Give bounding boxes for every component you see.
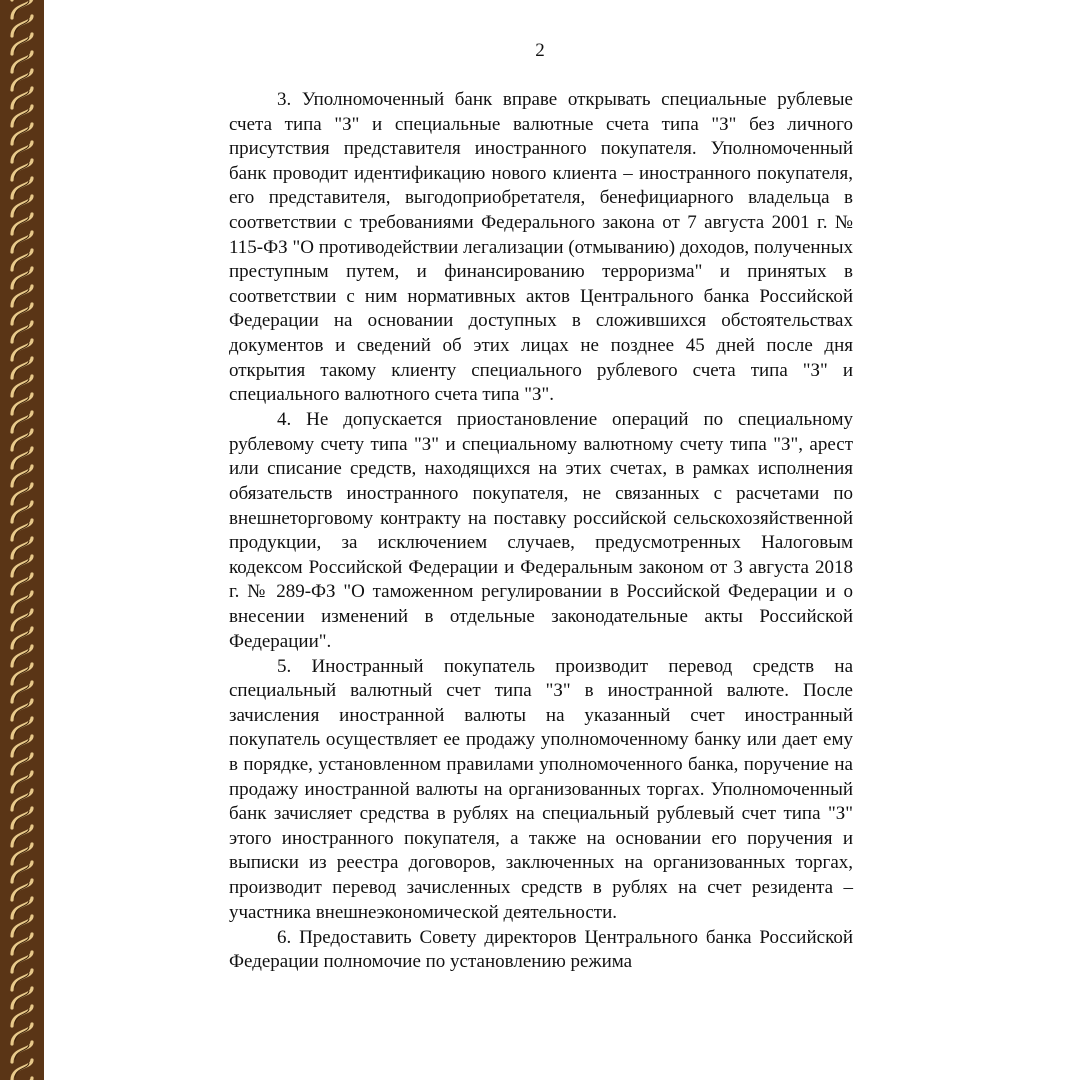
paragraph-6: 6. Предоставить Совету директоров Центрального банка Российской Федерации полномочие по установлению режима bbox=[229, 926, 853, 973]
document-body bbox=[229, 88, 853, 975]
page-number: 2 bbox=[535, 40, 545, 61]
paragraph-4: 4. Не допускается приостановление операций по специальному рублевому счету типа "З" и специальному валютному счету типа "З", арест или списание средств, находящихся на этих счетах, в рамках исполнения обязательств иностранного покупателя, не связанных с расчетами по внешнеторговому контракту на поставку российской сельскохозяйственной продукции, за исключением случаев, предусмотренных Налоговым кодексом Российской Федерации и Федеральным законом от 3 августа 2018 г. № 289-ФЗ "О таможенном регулировании в Российской Федерации и о внесении изменений в отдельные законодательные акты Российской Федерации". bbox=[229, 409, 853, 652]
rope-border-decoration bbox=[0, 0, 44, 1080]
rope-border-icon bbox=[0, 0, 44, 1080]
paragraph-5: 5. Иностранный покупатель производит перевод средств на специальный валютный счет типа "З" в иностранной валюте. После зачисления иностранной валюты на указанный счет иностранный покупатель осуществляет ее продажу уполномоченному банку или дает ему в порядке, установленном правилами уполномоченного банка, поручение на продажу иностранной валюты на организованных торгах. Уполномоченный банк зачисляет средства в рублях на специальный рублевый счет типа "З" этого иностранного покупателя, а также на основании его поручения и выписки из реестра договоров, заключенных на организованных торгах, производит перевод зачисленных средств в рублях на счет резидента – участника внешнеэкономической деятельности. bbox=[229, 655, 853, 923]
paragraph-3: 3. Уполномоченный банк вправе открывать специальные рублевые счета типа "З" и специальные валютные счета типа "З" без личного присутствия представителя иностранного покупателя. Уполномоченный банк проводит идентификацию нового клиента – иностранного покупателя, его представителя, выгодоприобретателя, бенефициарного владельца в соответствии с требованиями Федерального закона от 7 августа 2001 г. № 115-ФЗ "О противодействии легализации (отмыванию) доходов, полученных преступным путем, и финансированию терроризма" и принятых в соответствии с ним нормативных актов Центрального банка Российской Федерации на основании доступных в сложившихся обстоятельствах документов и сведений об этих лицах не позднее 45 дней после дня открытия такому клиенту специального рублевого счета типа "З" и специального валютного счета типа "З". bbox=[229, 89, 853, 406]
